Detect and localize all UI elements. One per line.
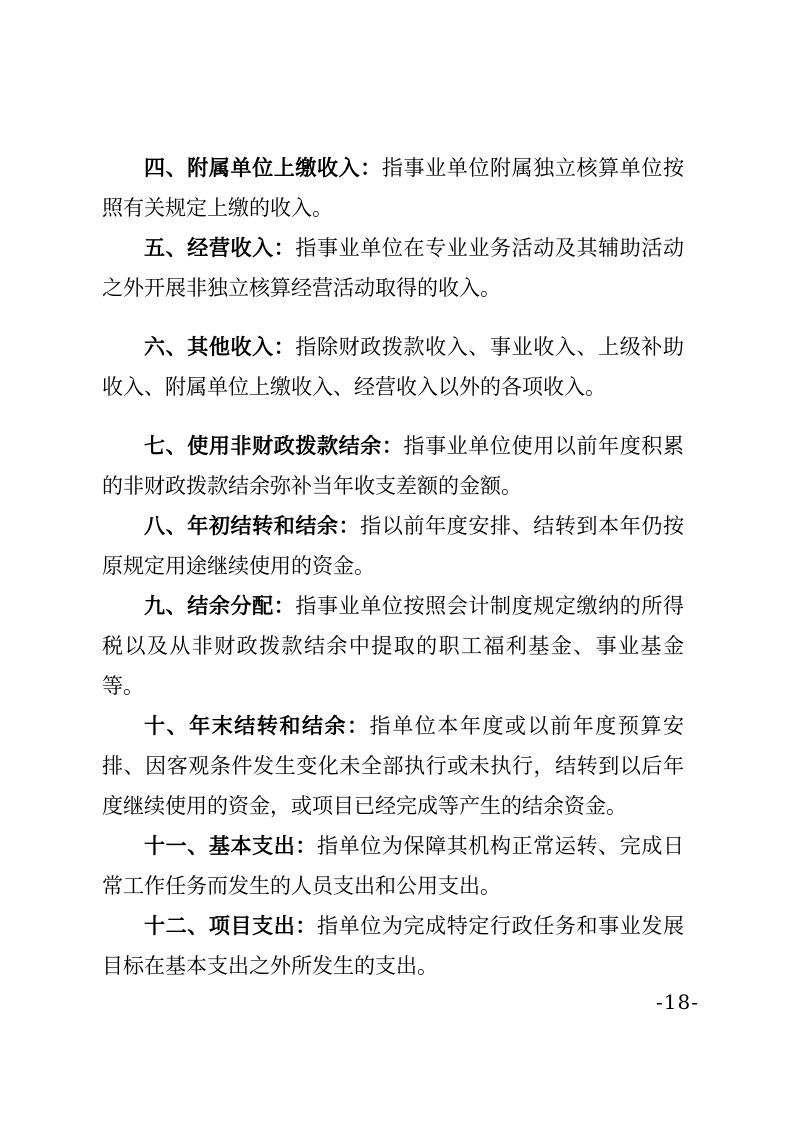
page-number: -18- — [656, 990, 699, 1014]
definition-term: 五、经营收入： — [144, 235, 296, 260]
definition-text: 指单位为保障其机构正常运转、完成日常工作任务而发生的人员支出和公用支出。 — [102, 834, 684, 898]
definition-paragraph — [102, 706, 684, 826]
definition-paragraph — [102, 327, 684, 407]
definition-text: 指以前年度安排、结转到本年仍按原规定用途继续使用的资金。 — [102, 514, 684, 578]
definition-term: 六、其他收入： — [144, 334, 296, 359]
definition-paragraph — [102, 586, 684, 706]
definition-term: 九、结余分配： — [144, 593, 296, 618]
definition-paragraph — [102, 426, 684, 506]
definition-paragraph — [102, 826, 684, 906]
definition-text: 指事业单位在专业业务活动及其辅助活动之外开展非独立核算经营活动取得的收入。 — [102, 236, 684, 300]
definition-term: 四、附属单位上缴收入： — [144, 155, 382, 180]
definition-term: 十二、项目支出： — [144, 913, 317, 938]
definition-term: 八、年初结转和结余： — [144, 513, 361, 538]
definition-term: 十一、基本支出： — [144, 833, 317, 858]
definition-paragraph — [102, 506, 684, 586]
definition-paragraph — [102, 228, 684, 308]
definition-paragraph — [102, 148, 684, 228]
document-body — [102, 148, 684, 986]
definition-text: 指事业单位使用以前年度积累的非财政拨款结余弥补当年收支差额的金额。 — [102, 434, 684, 498]
definition-text: 指除财政拨款收入、事业收入、上级补助收入、附属单位上缴收入、经营收入以外的各项收入。 — [102, 335, 684, 399]
definition-text: 指单位为完成特定行政任务和事业发展目标在基本支出之外所发生的支出。 — [102, 914, 684, 978]
definition-paragraph — [102, 906, 684, 986]
definition-text: 指事业单位按照会计制度规定缴纳的所得税以及从非财政拨款结余中提取的职工福利基金、事业基金等。 — [102, 594, 684, 698]
definition-text: 指单位本年度或以前年度预算安排、因客观条件发生变化未全部执行或未执行，结转到以后年度继续使用的资金，或项目已经完成等产生的结余资金。 — [102, 714, 685, 818]
definition-term: 十、年末结转和结余： — [144, 713, 370, 738]
definition-text: 指事业单位附属独立核算单位按照有关规定上缴的收入。 — [102, 156, 684, 220]
definition-term: 七、使用非财政拨款结余： — [144, 433, 404, 458]
